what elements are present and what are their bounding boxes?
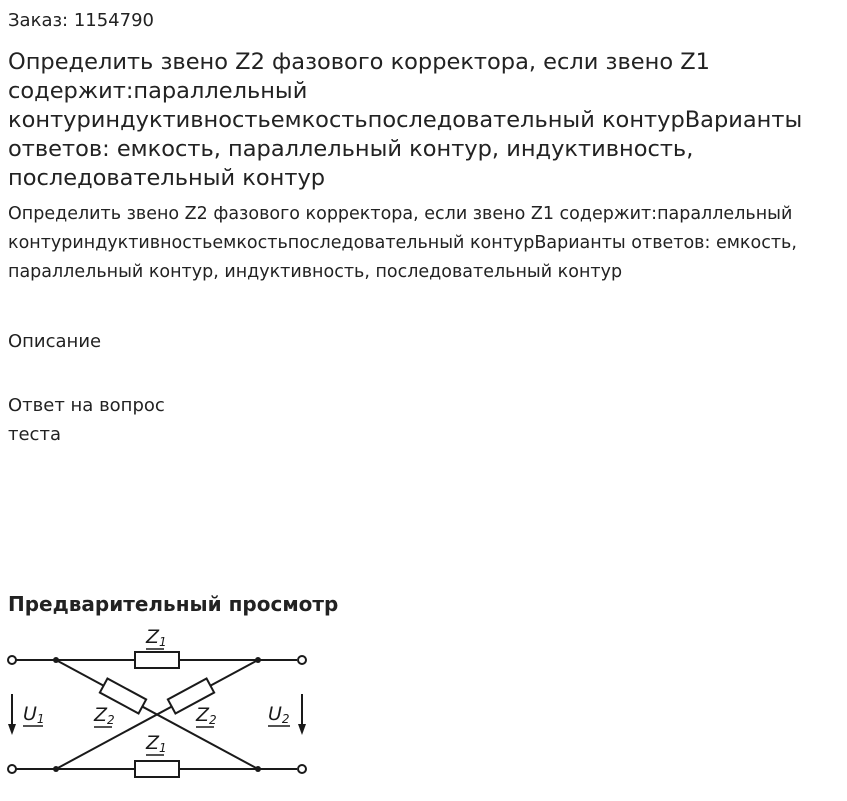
u2-label: U2 — [268, 703, 290, 726]
description-label: Описание — [8, 331, 102, 352]
u1-arrow-head — [8, 724, 16, 735]
junction-top-left — [53, 657, 59, 663]
z1-bottom-label: Z1 — [146, 732, 167, 755]
order-number: Заказ: 1154790 — [8, 10, 154, 31]
z1-top-label: Z1 — [146, 626, 167, 649]
z1-bottom-resistor — [135, 761, 179, 777]
question-text: Определить звено Z2 фазового корректора, если звено Z1 содержит:параллельный контуриндуктивностьемкостьпоследовательный контурВарианты ответов: емкость, параллельный контур, индуктивность, последовательный контур — [8, 204, 797, 282]
junction-bottom-left — [53, 766, 59, 772]
terminal-bottom-right — [298, 765, 306, 773]
terminal-top-right — [298, 656, 306, 664]
answer-text: Ответ на вопрос теста — [8, 395, 165, 445]
u1-label: U1 — [23, 703, 45, 726]
terminal-bottom-left — [8, 765, 16, 773]
preview-title: Предварительный просмотр — [8, 592, 339, 616]
junction-top-right — [255, 657, 261, 663]
z1-top-resistor — [135, 652, 179, 668]
terminal-top-left — [8, 656, 16, 664]
z2-left-label: Z2 — [94, 704, 115, 727]
z2-right-label: Z2 — [196, 704, 217, 727]
circuit-diagram — [0, 618, 320, 798]
junction-bottom-right — [255, 766, 261, 772]
u2-arrow-head — [298, 724, 306, 735]
page-title: Определить звено Z2 фазового корректора, если звено Z1 содержит:параллельный контуриндуктивностьемкостьпоследовательный контурВарианты ответов: емкость, параллельный контур, индуктивность, последовательный контур — [8, 49, 803, 191]
